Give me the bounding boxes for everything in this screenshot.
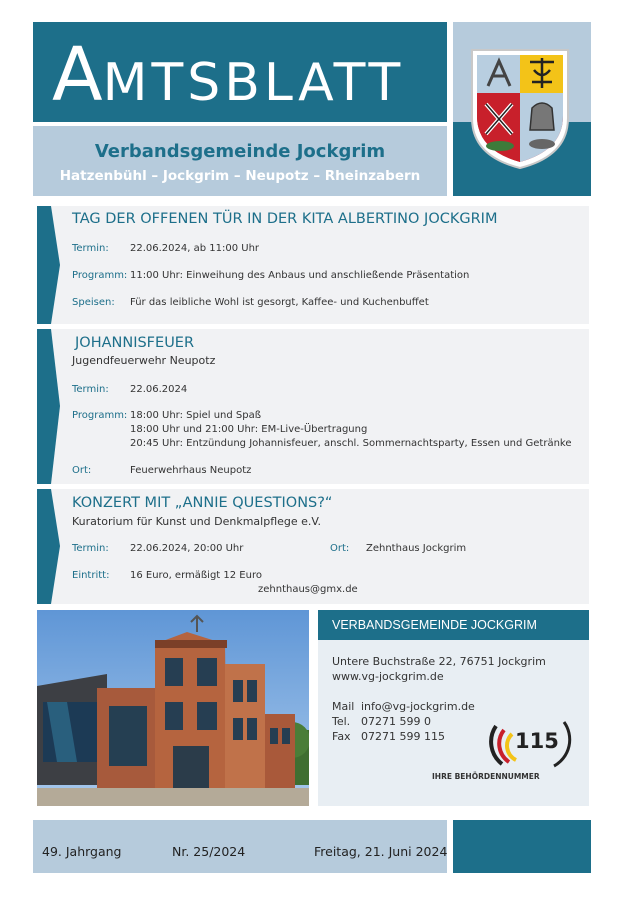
termin-label: Termin: [72, 243, 109, 254]
email-link[interactable]: zehnthaus@gmx.de [258, 584, 358, 595]
speisen-value: Für das leibliche Wohl ist gesorgt, Kaffee- und Kuchenbuffet [130, 297, 429, 308]
programm-line-2: 18:00 Uhr und 21:00 Uhr: EM-Live-Übertragung [130, 424, 368, 435]
issue-date: Freitag, 21. Juni 2024 [314, 844, 448, 859]
termin-label: Termin: [72, 384, 109, 395]
logo-caption: IHRE BEHÖRDENNUMMER [432, 772, 540, 781]
masthead-title [52, 32, 404, 118]
mail-label: Mail [332, 700, 355, 713]
event-marker-icon [37, 489, 60, 604]
logo-number: 115 [515, 729, 559, 753]
behoerdennummer-logo [432, 712, 577, 784]
termin-value: 22.06.2024, 20:00 Uhr [130, 543, 244, 554]
contact-fax: 07271 599 115 [361, 730, 445, 743]
termin-label: Termin: [72, 543, 109, 554]
issue-number: Nr. 25/2024 [172, 844, 246, 859]
building-photo [37, 610, 309, 806]
eintritt-value: 16 Euro, ermäßigt 12 Euro [130, 570, 262, 581]
event-subtitle: Jugendfeuerwehr Neupotz [72, 354, 216, 367]
municipality-name: Verbandsgemeinde Jockgrim [94, 141, 386, 162]
ort-label: Ort: [72, 465, 92, 476]
fax-label: Fax [332, 730, 351, 743]
programm-line-3: 20:45 Uhr: Entzündung Johannisfeuer, anschl. Sommernachtsparty, Essen und Getränke [130, 438, 572, 449]
termin-value: 22.06.2024 [130, 384, 188, 395]
masthead-initial: A [52, 32, 103, 118]
event-marker-icon [37, 329, 60, 484]
ort-label: Ort: [330, 543, 350, 554]
event-title: KONZERT MIT „ANNIE QUESTIONS?“ [72, 495, 333, 511]
coat-of-arms-icon [470, 48, 570, 170]
contact-address: Untere Buchstraße 22, 76751 Jockgrim [332, 655, 546, 668]
event-title: JOHANNISFEUER [75, 335, 195, 351]
speisen-label: Speisen: [72, 297, 115, 308]
programm-value: 11:00 Uhr: Einweihung des Anbaus und anschließende Präsentation [130, 270, 470, 281]
eintritt-label: Eintritt: [72, 570, 110, 581]
programm-label: Programm: [72, 410, 128, 421]
programm-label: Programm: [72, 270, 128, 281]
programm-line-1: 18:00 Uhr: Spiel und Spaß [130, 410, 262, 421]
masthead-rest: MTSBLATT [102, 53, 405, 113]
event-panel-johannisfeuer [37, 329, 589, 484]
event-subtitle: Kuratorium für Kunst und Denkmalpflege e.V. [72, 515, 322, 528]
town-list: Hatzenbühl – Jockgrim – Neupotz – Rheinzabern [59, 168, 421, 184]
issue-year: 49. Jahrgang [42, 844, 122, 859]
footer-dark-box [453, 820, 591, 873]
contact-phone: 07271 599 0 [361, 715, 431, 728]
event-marker-icon [37, 206, 60, 324]
tel-label: Tel. [332, 715, 351, 728]
ort-value: Zehnthaus Jockgrim [366, 543, 467, 554]
event-title: TAG DER OFFENEN TÜR IN DER KITA ALBERTINO JOCKGRIM [72, 211, 498, 227]
contact-website-link[interactable]: www.vg-jockgrim.de [332, 670, 444, 683]
ort-value: Feuerwehrhaus Neupotz [130, 465, 252, 476]
termin-value: 22.06.2024, ab 11:00 Uhr [130, 243, 260, 254]
contact-mail-link[interactable]: info@vg-jockgrim.de [361, 700, 475, 713]
contact-heading: VERBANDSGEMEINDE JOCKGRIM [318, 610, 589, 640]
